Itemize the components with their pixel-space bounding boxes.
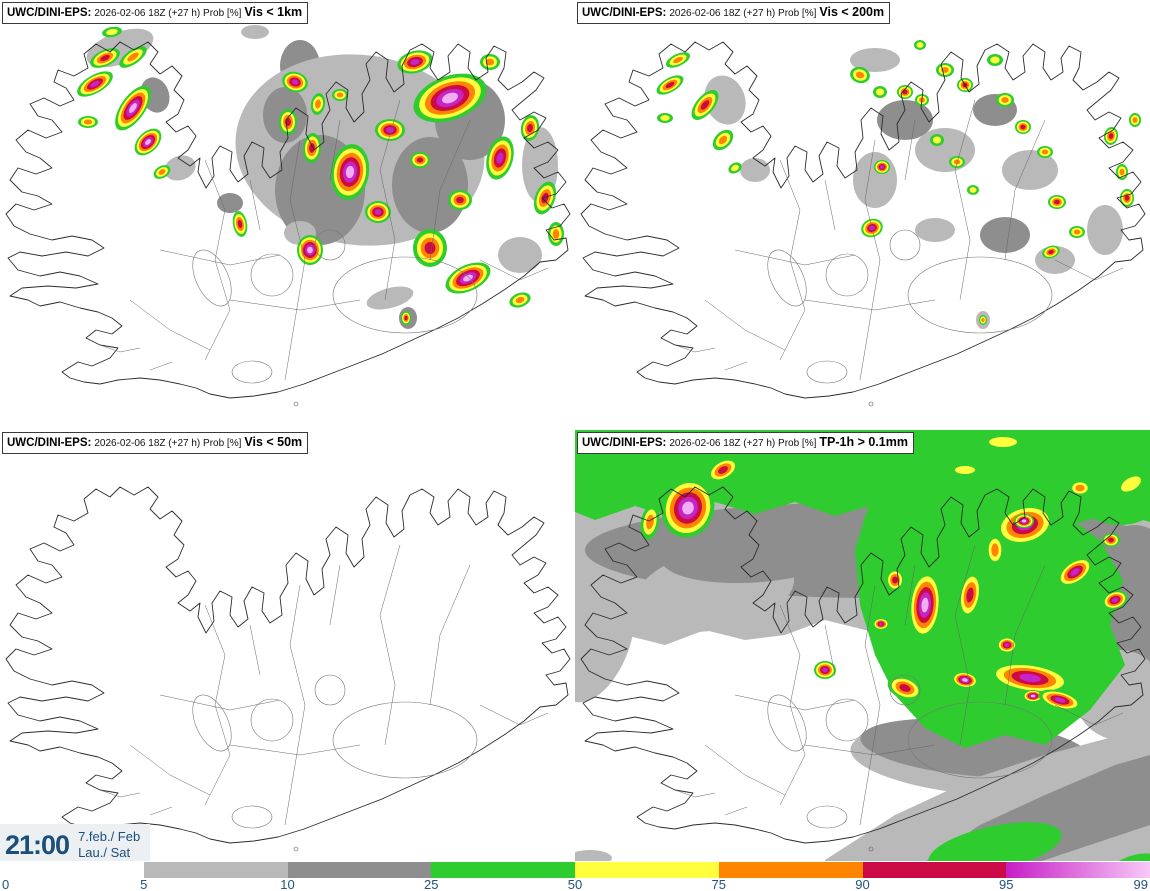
prob-blob-ring [1054,200,1060,204]
model-label: UWC/DINI-EPS: [582,7,667,19]
glacier-outline [185,244,239,312]
prob-area [217,193,243,213]
colorbar-segment [719,862,863,878]
map-title-vis-50m [2,432,308,454]
glacier-outline [315,675,345,705]
region-boundary [805,300,935,310]
prob-area [740,158,770,182]
prob-blob-ring [1074,230,1081,235]
region-boundary [230,300,360,310]
iceland-outline [581,42,1145,398]
coastline [6,487,570,851]
prob-blob-ring [1133,117,1138,123]
prob-blob-ring [404,316,407,320]
prob-blob-ring [880,165,884,169]
prob-blob-ring [660,115,669,121]
map-title-tp-1h [577,432,914,454]
prob-area [241,25,269,39]
prob-blob-ring [879,622,883,625]
region-boundary [725,362,747,370]
region-boundary [430,565,470,705]
prob-area [915,218,955,242]
prob-blob-ring [990,57,999,64]
island-dot [294,402,298,406]
region-boundary [735,250,855,265]
prob-blob-ring [417,157,423,162]
prob-blob-ring [917,42,924,48]
colorbar-segment [863,862,1007,878]
map-title-vis-200m [577,2,890,24]
prob-blob-ring [1075,485,1084,492]
glacier-outline [232,806,272,828]
model-label: UWC/DINI-EPS: [582,437,667,449]
prob-area [853,152,897,208]
region-boundary [160,695,280,710]
colorbar-tick: 0 [2,877,10,891]
colorbar-tick: 75 [711,877,726,891]
region-boundary [380,545,400,745]
prob-blob-ring [892,577,898,584]
prob-blob-ring [375,209,382,215]
colorbar-tick: 25 [424,877,439,891]
valid-date-line2: Lau./ Sat [78,845,131,860]
run-label: 2026-02-06 18Z (+27 h) Prob [%] [94,8,242,19]
island-dot [869,402,873,406]
region-boundary [825,180,835,230]
prob-blob-ring [876,89,884,96]
glacier-outline [826,699,868,741]
prob-blob-ring [84,120,92,125]
region-boundary [150,807,172,815]
prob-area [498,237,542,273]
region-boundary [130,300,210,350]
region-boundary [705,300,785,350]
region-boundary [725,807,747,815]
iceland-outline [6,487,570,843]
prob-blob-ring [1042,150,1049,155]
colorbar-segment [0,862,144,878]
glacier-outline [251,699,293,741]
colorbar-tick: 99 [1133,877,1148,891]
map-panel-vis-200m [575,0,1150,430]
prob-area [915,128,975,172]
variable-label: Vis < 1km [244,5,303,19]
run-label: 2026-02-06 18Z (+27 h) Prob [%] [669,438,817,449]
region-boundary [780,160,805,360]
valid-time-box [0,824,150,866]
prob-area [1087,205,1123,255]
glacier-outline [232,361,272,383]
prob-blob-ring [307,247,313,254]
region-boundary [480,705,548,725]
region-boundary [330,565,340,625]
colorbar-segment [288,862,432,878]
variable-label: TP-1h > 0.1mm [819,435,908,449]
prob-blob-ring [1108,538,1114,542]
region-boundary [205,160,230,360]
map-canvas-tp-1h [575,430,1150,891]
colorbar-segment [1006,862,1150,878]
map-canvas-vis-1km [0,0,575,430]
run-label: 2026-02-06 18Z (+27 h) Prob [%] [94,438,242,449]
map-panel-vis-50m [0,430,575,891]
glacier-outline [807,361,847,383]
prob-blob-ring [456,197,464,203]
valid-date [78,829,140,862]
prob-blob-ring [553,229,560,239]
region-boundary [150,362,172,370]
glacier-outline [251,254,293,296]
region-boundary [230,745,360,755]
map-canvas-vis-50m [0,430,575,891]
probability-field [73,21,564,329]
glacier-outline [760,244,814,312]
prob-area [989,437,1017,447]
region-boundary [250,625,260,675]
colorbar-tick-labels [0,877,1150,891]
glacier-outline [890,230,920,260]
variable-label: Vis < 50m [244,435,303,449]
prob-blob-ring [1022,519,1026,522]
glacier-outline [333,702,477,778]
region-boundary [285,585,305,825]
island-dot [294,847,298,851]
colorbar-segment [144,862,288,878]
prob-blob-ring [1020,125,1025,129]
prob-blob-ring [981,318,984,322]
probability-colorbar [0,861,1150,891]
region-boundary [735,695,855,710]
model-label: UWC/DINI-EPS: [7,7,92,19]
colorbar-tick: 90 [855,877,870,891]
glacier-outline [807,806,847,828]
colorbar-segment [575,862,719,878]
prob-blob-ring [386,127,394,133]
map-canvas-vis-200m [575,0,1150,430]
colorbar-gradient [0,862,1150,878]
glacier-outline [826,254,868,296]
prob-blob-ring [822,668,828,673]
colorbar-tick: 50 [567,877,583,891]
colorbar-segment [431,862,575,878]
prob-blob-ring [991,543,998,556]
map-panel-vis-1km [0,0,575,430]
valid-date-line1: 7.feb./ Feb [78,828,141,844]
run-label: 2026-02-06 18Z (+27 h) Prob [%] [669,8,817,19]
colorbar-tick: 95 [999,877,1014,891]
region-boundary [955,100,975,300]
region-boundary [705,745,785,795]
prob-blob-ring [970,187,977,193]
prob-blob-ring [425,242,436,254]
glacier-outline [185,689,239,757]
prob-blob-ring [337,93,344,98]
variable-label: Vis < 200m [819,5,885,19]
prob-blob-ring [1031,695,1035,698]
prob-blob-ring [1120,169,1125,176]
model-label: UWC/DINI-EPS: [7,437,92,449]
prob-blob-ring [1004,643,1009,647]
region-boundary [130,745,210,795]
colorbar-tick: 5 [140,877,148,891]
region-boundary [205,605,230,805]
colorbar-tick: 10 [280,877,295,891]
prob-area [980,217,1030,253]
prob-blob-ring [1001,97,1008,103]
region-boundary [160,250,280,265]
probability-field [654,40,1141,329]
map-title-vis-1km [2,2,308,24]
prob-blob-ring [933,137,941,144]
valid-time: 21:00 [5,829,70,860]
map-panel-tp-1h [575,430,1150,891]
glacier-outline [760,689,814,757]
prob-area [955,466,975,474]
